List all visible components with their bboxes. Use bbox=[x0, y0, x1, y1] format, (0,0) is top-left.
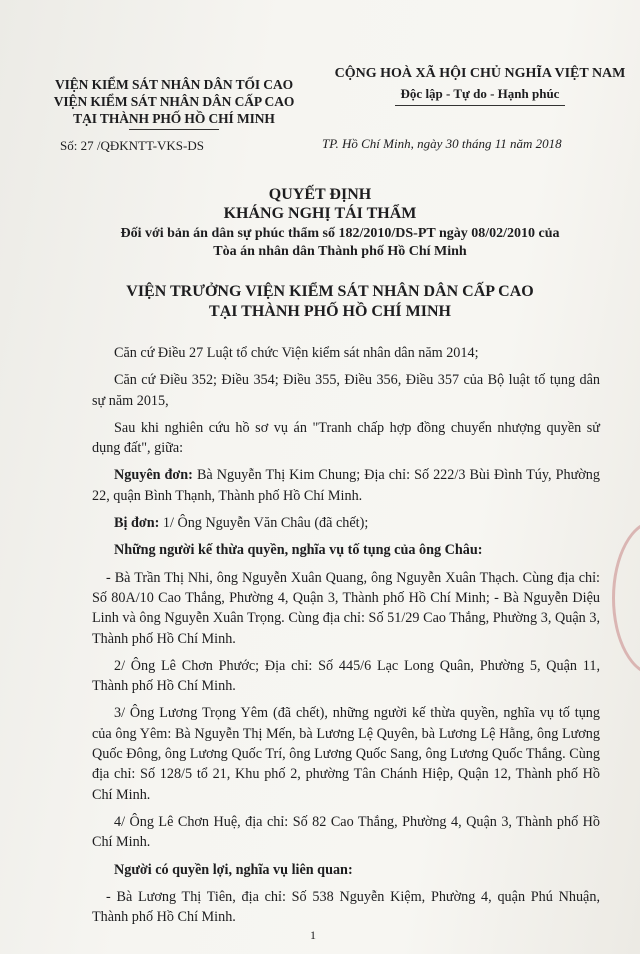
decision-subtitle: KHÁNG NGHỊ TÁI THẨM bbox=[223, 205, 417, 222]
motto-underline bbox=[395, 105, 565, 106]
plaintiff-details: Bà Nguyễn Thị Kim Chung; Địa chỉ: Số 222/3 Bùi Đình Túy, Phường 22, quận Bình Thạnh, Thành phố Hồ Chí Minh. bbox=[92, 467, 600, 504]
page-number: 1 bbox=[310, 928, 316, 942]
national-motto-header bbox=[330, 64, 630, 106]
plaintiff-paragraph bbox=[92, 465, 600, 506]
country-name: CỘNG HOÀ XÃ HỘI CHỦ NGHĨA VIỆT NAM bbox=[334, 66, 626, 81]
official-seal-stamp bbox=[612, 520, 640, 676]
decision-subject bbox=[60, 225, 620, 261]
document-date: TP. Hồ Chí Minh, ngày 30 tháng 11 năm 2018 bbox=[322, 136, 562, 151]
document-body bbox=[92, 343, 600, 934]
plaintiff-label: Nguyên đơn: bbox=[114, 467, 193, 484]
defendant-paragraph bbox=[92, 513, 600, 533]
body-paragraph: Căn cứ Điều 352; Điều 354; Điều 355, Điều 356, Điều 357 của Bộ luật tố tụng dân sự năm 2015, bbox=[92, 372, 600, 409]
body-paragraph: - Bà Trần Thị Nhi, ông Nguyễn Xuân Quang, ông Nguyễn Xuân Thạch. Cùng địa chỉ: Số 80A/10 Cao Thắng, Phường 4, Quận 3, Thành phố Hồ Chí Minh; - Bà Nguyễn Diệu Linh và ông Nguyễn Xuân Trọng. Cùng địa chỉ: Số 51/29 Cao Thắng, Phường 3, Quận 3, Thành phố Hồ Chí Minh. bbox=[92, 569, 600, 647]
body-paragraph: Sau khi nghiên cứu hồ sơ vụ án "Tranh chấp hợp đồng chuyển nhượng quyền sử dụng đất", giữa: bbox=[92, 419, 600, 457]
heirs-heading: Những người kế thừa quyền, nghĩa vụ tố tụng của ông Châu: bbox=[114, 542, 483, 559]
body-paragraph: Căn cứ Điều 27 Luật tổ chức Viện kiểm sát nhân dân năm 2014; bbox=[114, 345, 479, 361]
agency-line-3: TẠI THÀNH PHỐ HỒ CHÍ MINH bbox=[73, 111, 275, 126]
body-paragraph: 3/ Ông Lương Trọng Yêm (đã chết), những người kế thừa quyền, nghĩa vụ tố tụng của ông Yêm: Bà Nguyễn Thị Mến, bà Lương Lệ Quyên, bà Lương Lệ Hằng, ông Lương Quốc Đông, ông Lương Quốc Trí, ông Lương Quốc Sang, ông Lương Quốc Thắng. Cùng địa chỉ: Số 128/5 tổ 21, Khu phố 2, phường Tân Chánh Hiệp, Quận 12, Thành phố Hồ Chí Minh. bbox=[92, 705, 600, 803]
body-paragraph: 2/ Ông Lê Chơn Phước; Địa chỉ: Số 445/6 Lạc Long Quân, Phường 5, Quận 11, Thành phố Hồ Chí Minh. bbox=[92, 657, 600, 695]
related-parties-heading: Người có quyền lợi, nghĩa vụ liên quan: bbox=[114, 861, 353, 878]
document-number: Số: 27 /QĐKNTT-VKS-DS bbox=[60, 138, 204, 153]
decision-title: QUYẾT ĐỊNH bbox=[268, 186, 372, 203]
agency-underline bbox=[129, 129, 219, 130]
defendant-label: Bị đơn: bbox=[114, 515, 160, 532]
decision-subject-line-2: Tòa án nhân dân Thành phố Hồ Chí Minh bbox=[213, 244, 467, 259]
issuing-authority bbox=[50, 282, 610, 322]
agency-line-2: VIỆN KIỂM SÁT NHÂN DÂN CẤP CAO bbox=[53, 94, 295, 109]
authority-line-1: VIỆN TRƯỞNG VIỆN KIỂM SÁT NHÂN DÂN CẤP CAO bbox=[126, 283, 534, 300]
issuing-agency-header bbox=[44, 76, 304, 130]
agency-line-1: VIỆN KIỂM SÁT NHÂN DÂN TỐI CAO bbox=[54, 77, 294, 92]
body-paragraph: 4/ Ông Lê Chơn Huệ, địa chỉ: Số 82 Cao Thắng, Phường 4, Quận 3, Thành phố Hồ Chí Minh. bbox=[92, 813, 600, 851]
authority-line-2: TẠI THÀNH PHỐ HỒ CHÍ MINH bbox=[209, 303, 451, 320]
decision-subject-line-1: Đối với bản án dân sự phúc thẩm số 182/2010/DS-PT ngày 08/02/2010 của bbox=[120, 226, 560, 241]
defendant-details: 1/ Ông Nguyễn Văn Châu (đã chết); bbox=[162, 515, 369, 532]
body-paragraph: - Bà Lương Thị Tiên, địa chỉ: Số 538 Nguyễn Kiệm, Phường 4, quận Phú Nhuận, Thành phố Hồ Chí Minh. bbox=[92, 888, 600, 926]
national-motto: Độc lập - Tự do - Hạnh phúc bbox=[400, 86, 560, 101]
